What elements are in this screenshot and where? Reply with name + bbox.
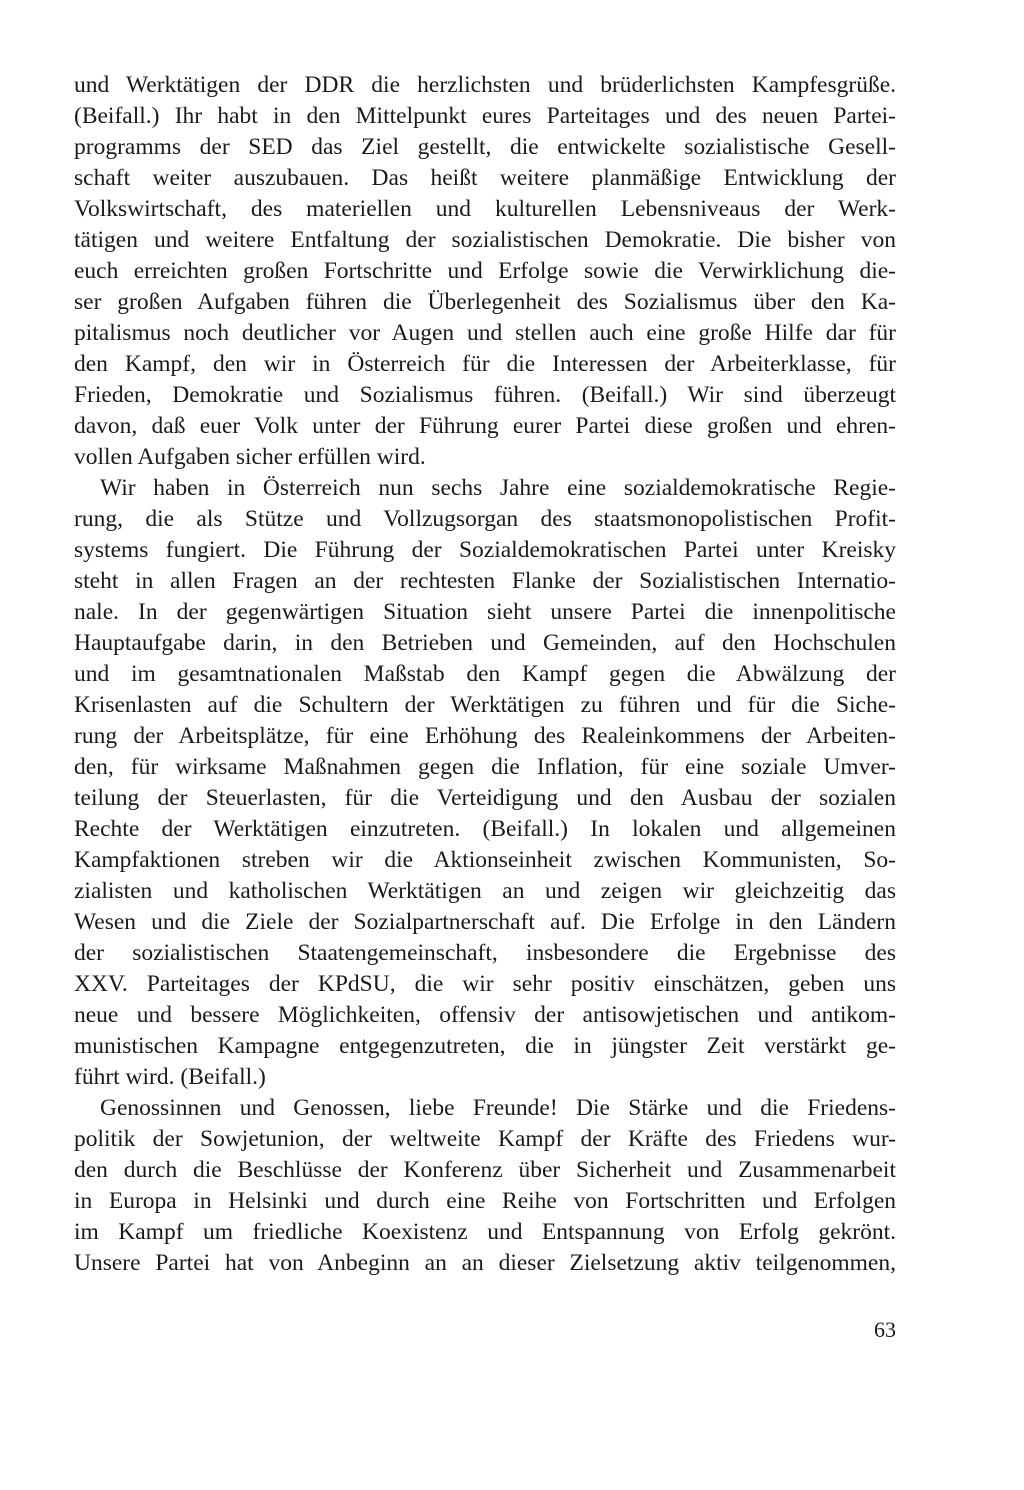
text-line: nale. In der gegenwärtigen Situation sieht unsere Partei die innenpolitische xyxy=(74,599,896,625)
paragraph-1 xyxy=(74,70,896,473)
text-line: XXV. Parteitages der KPdSU, die wir sehr positiv einschätzen, geben uns xyxy=(74,971,896,997)
text-line: munistischen Kampagne entgegenzutreten, die in jüngster Zeit verstärkt ge- xyxy=(74,1033,896,1059)
text-line: tätigen und weitere Entfaltung der sozialistischen Demokratie. Die bisher von xyxy=(74,227,896,253)
text-line: davon, daß euer Volk unter der Führung eurer Partei diese großen und ehren- xyxy=(74,413,896,439)
text-line: rung der Arbeitsplätze, für eine Erhöhung des Realeinkommens der Arbeiten- xyxy=(74,723,896,749)
text-line: Kampfaktionen streben wir die Aktionseinheit zwischen Kommunisten, So- xyxy=(74,847,896,873)
text-line: im Kampf um friedliche Koexistenz und Entspannung von Erfolg gekrönt. xyxy=(74,1219,896,1245)
text-line: pitalismus noch deutlicher vor Augen und stellen auch eine große Hilfe dar für xyxy=(74,320,896,346)
text-line: Krisenlasten auf die Schultern der Werktätigen zu führen und für die Siche- xyxy=(74,692,896,718)
text-line: Hauptaufgabe darin, in den Betrieben und Gemeinden, auf den Hochschulen xyxy=(74,630,896,656)
text-line: Wir haben in Österreich nun sechs Jahre eine sozialdemokratische Regie- xyxy=(100,475,896,501)
text-line: zialisten und katholischen Werktätigen an und zeigen wir gleichzeitig das xyxy=(74,878,896,904)
text-line: vollen Aufgaben sicher erfüllen wird. xyxy=(74,444,426,470)
page-number: 63 xyxy=(874,1317,896,1342)
text-line: den, für wirksame Maßnahmen gegen die Inflation, für eine soziale Umver- xyxy=(74,754,896,780)
text-line: Wesen und die Ziele der Sozialpartnerschaft auf. Die Erfolge in den Ländern xyxy=(74,909,896,935)
text-line: teilung der Steuerlasten, für die Verteidigung und den Ausbau der sozialen xyxy=(74,785,896,811)
text-line: den durch die Beschlüsse der Konferenz über Sicherheit und Zusammenarbeit xyxy=(74,1157,896,1183)
text-line: in Europa in Helsinki und durch eine Reihe von Fortschritten und Erfolgen xyxy=(74,1188,896,1214)
paragraph-3 xyxy=(74,1093,896,1279)
text-line: Unsere Partei hat von Anbeginn an an dieser Zielsetzung aktiv teilgenommen, xyxy=(74,1250,896,1276)
text-line: systems fungiert. Die Führung der Sozialdemokratischen Partei unter Kreisky xyxy=(74,537,896,563)
text-line: steht in allen Fragen an der rechtesten Flanke der Sozialistischen Internatio- xyxy=(74,568,896,594)
text-line: schaft weiter auszubauen. Das heißt weitere planmäßige Entwicklung der xyxy=(74,165,896,191)
text-line: programms der SED das Ziel gestellt, die entwickelte sozialistische Gesell- xyxy=(74,134,896,160)
text-line: neue und bessere Möglichkeiten, offensiv der antisowjetischen und antikom- xyxy=(74,1002,896,1028)
paragraph-2 xyxy=(74,473,896,1093)
text-line: den Kampf, den wir in Österreich für die Interessen der Arbeiterklasse, für xyxy=(74,351,896,377)
text-line: Genossinnen und Genossen, liebe Freunde! Die Stärke und die Friedens- xyxy=(100,1095,896,1121)
text-line: ser großen Aufgaben führen die Überlegenheit des Sozialismus über den Ka- xyxy=(74,289,896,315)
text-line: führt wird. (Beifall.) xyxy=(74,1064,266,1090)
text-line: Rechte der Werktätigen einzutreten. (Beifall.) In lokalen und allgemeinen xyxy=(74,816,896,842)
text-line: euch erreichten großen Fortschritte und Erfolge sowie die Verwirklichung die- xyxy=(74,258,896,284)
text-line: politik der Sowjetunion, der weltweite Kampf der Kräfte des Friedens wur- xyxy=(74,1126,896,1152)
text-line: der sozialistischen Staatengemeinschaft, insbesondere die Ergebnisse des xyxy=(74,940,896,966)
page-body xyxy=(74,70,896,1279)
text-line: und Werktätigen der DDR die herzlichsten und brüderlichsten Kampfesgrüße. xyxy=(74,72,896,98)
text-line: Volkswirtschaft, des materiellen und kulturellen Lebensniveaus der Werk- xyxy=(74,196,896,222)
text-line: Frieden, Demokratie und Sozialismus führen. (Beifall.) Wir sind überzeugt xyxy=(74,382,896,408)
text-line: und im gesamtnationalen Maßstab den Kampf gegen die Abwälzung der xyxy=(74,661,896,687)
text-line: (Beifall.) Ihr habt in den Mittelpunkt eures Parteitages und des neuen Partei- xyxy=(74,103,896,129)
text-line: rung, die als Stütze und Vollzugsorgan des staatsmonopolistischen Profit- xyxy=(74,506,896,532)
